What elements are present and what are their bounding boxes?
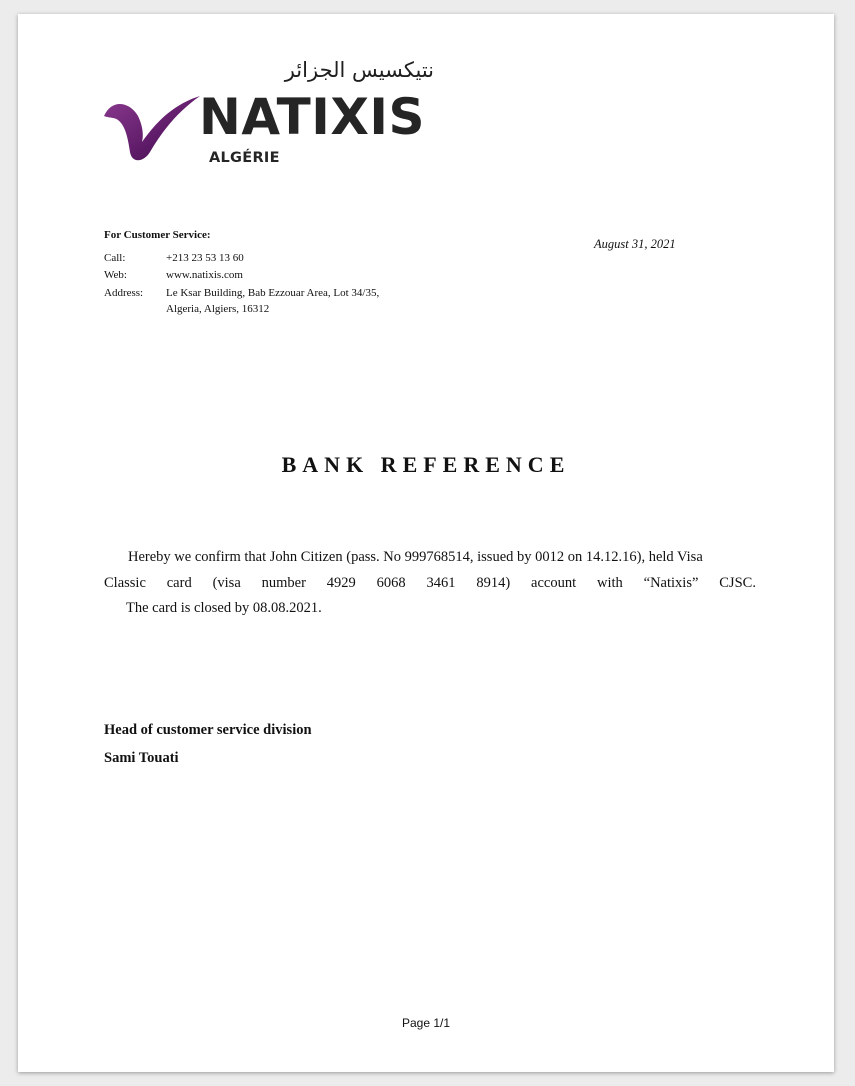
body-word: (visa	[212, 575, 241, 591]
page-number: Page 1/1	[401, 1016, 451, 1030]
body-word: Classic	[104, 575, 146, 591]
web-label: Web:	[104, 269, 127, 281]
call-label: Call:	[104, 252, 126, 264]
natixis-logo	[102, 58, 442, 174]
call-value: +213 23 53 13 60	[166, 252, 244, 264]
logo-arabic-text: نتيكسيس الجزائر	[284, 58, 434, 82]
body-word: 3461	[426, 575, 456, 591]
signatory-position: Head of customer service division	[104, 722, 312, 738]
letter-date: August 31, 2021	[594, 237, 676, 251]
body-word: 8914)	[476, 575, 511, 591]
body-word: card	[166, 575, 192, 591]
body-word: with	[597, 575, 623, 591]
customer-service-heading: For Customer Service:	[104, 229, 211, 241]
body-word: CJSC.	[719, 575, 756, 591]
logo-subtitle: ALGÉRIE	[209, 150, 280, 166]
document-page	[18, 14, 834, 1072]
body-word: 6068	[376, 575, 406, 591]
body-word: “Natixis”	[643, 575, 699, 591]
natixis-swoosh-icon	[102, 76, 202, 166]
body-line-2	[104, 575, 756, 592]
call-row	[104, 251, 244, 266]
body-line-3: The card is closed by 08.08.2021.	[126, 600, 322, 616]
body-word: account	[531, 575, 577, 591]
body-line-1: Hereby we confirm that John Citizen (pass. No 999768514, issued by 0012 on 14.12.16), held Visa	[128, 549, 703, 565]
body-word: 4929	[326, 575, 356, 591]
address-label: Address:	[104, 287, 144, 299]
document-title: BANK REFERENCE	[281, 452, 571, 477]
address-line-1: Le Ksar Building, Bab Ezzouar Area, Lot 34/35,	[166, 287, 380, 299]
signatory-name: Sami Touati	[104, 750, 179, 766]
address-line-2: Algeria, Algiers, 16312	[166, 303, 270, 315]
body-word: number	[261, 575, 306, 591]
logo-name: NATIXIS	[199, 88, 426, 146]
address-row	[104, 286, 379, 301]
web-value: www.natixis.com	[166, 269, 243, 281]
web-row	[104, 268, 243, 283]
